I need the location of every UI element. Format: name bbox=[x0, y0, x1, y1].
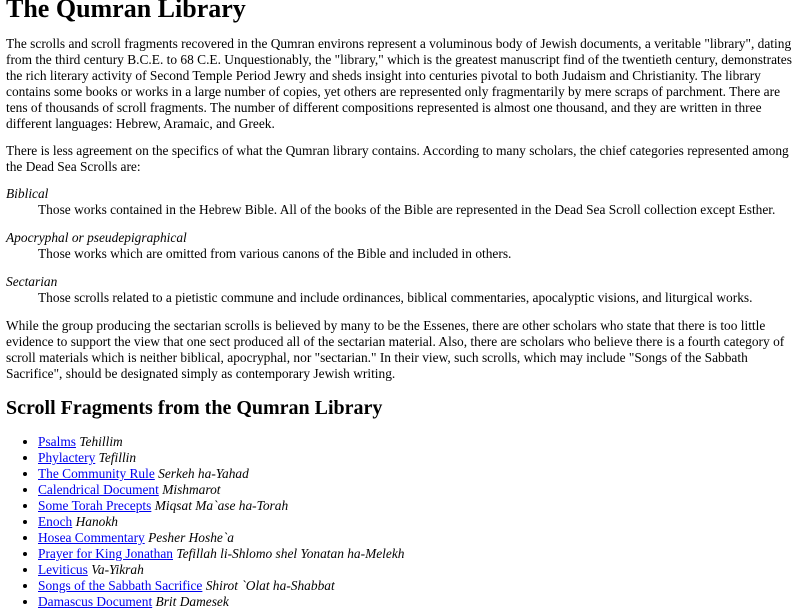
list-item bbox=[38, 434, 794, 450]
category-term-apocryphal: Apocryphal or pseudepigraphical bbox=[6, 230, 187, 245]
fragment-link-sabbath-songs[interactable]: Songs of the Sabbath Sacrifice bbox=[38, 578, 203, 593]
category-term-biblical: Biblical bbox=[6, 186, 49, 201]
category-definition-biblical: Those works contained in the Hebrew Bible. All of the books of the Bible are represented in the Dead Sea Scroll collection except Esther. bbox=[38, 202, 776, 217]
fragment-link-torah-precepts[interactable]: Some Torah Precepts bbox=[38, 498, 152, 513]
list-item bbox=[38, 466, 794, 482]
fragment-hebrew-name: Serkeh ha-Yahad bbox=[158, 466, 249, 481]
list-item bbox=[38, 514, 794, 530]
fragment-link-calendrical-document[interactable]: Calendrical Document bbox=[38, 482, 159, 497]
fragment-link-prayer-king-jonathan[interactable]: Prayer for King Jonathan bbox=[38, 546, 173, 561]
list-item bbox=[38, 450, 794, 466]
page-title: The Qumran Library bbox=[6, 0, 246, 23]
category-list bbox=[6, 186, 794, 306]
fragment-hebrew-name: Miqsat Ma`ase ha-Torah bbox=[154, 498, 289, 513]
agreement-paragraph: There is less agreement on the specifics of what the Qumran library contains. According to many scholars, the chief categories represented among the Dead Sea Scrolls are: bbox=[6, 143, 789, 174]
fragment-link-hosea-commentary[interactable]: Hosea Commentary bbox=[38, 530, 145, 545]
category-definition-apocryphal: Those works which are omitted from various canons of the Bible and included in others. bbox=[38, 246, 512, 261]
list-item bbox=[38, 562, 794, 578]
fragment-link-leviticus[interactable]: Leviticus bbox=[38, 562, 88, 577]
list-item bbox=[38, 578, 794, 594]
fragment-hebrew-name: Brit Damesek bbox=[155, 594, 229, 609]
list-item bbox=[38, 482, 794, 498]
fragment-link-phylactery[interactable]: Phylactery bbox=[38, 450, 96, 465]
fragment-hebrew-name: Tefillah li-Shlomo shel Yonatan ha-Melekh bbox=[176, 546, 405, 561]
category-definition-sectarian: Those scrolls related to a pietistic commune and include ordinances, biblical commentaries, apocalyptic visions, and liturgical works. bbox=[38, 290, 753, 305]
fragment-hebrew-name: Hanokh bbox=[75, 514, 118, 529]
fragment-link-enoch[interactable]: Enoch bbox=[38, 514, 73, 529]
fragments-heading: Scroll Fragments from the Qumran Library bbox=[6, 397, 383, 419]
fragments-list bbox=[6, 434, 794, 610]
category-term-sectarian: Sectarian bbox=[6, 274, 58, 289]
fragment-hebrew-name: Shirot `Olat ha-Shabbat bbox=[205, 578, 335, 593]
fragment-hebrew-name: Mishmarot bbox=[162, 482, 221, 497]
fragment-hebrew-name: Tefillin bbox=[98, 450, 137, 465]
list-item bbox=[38, 530, 794, 546]
sectarian-note-paragraph: While the group producing the sectarian scrolls is believed by many to be the Essenes, there are other scholars who state that there is too little evidence to support the view that one sect produced all of the sectarian material. Also, there are scholars who believe there is a fourth category of scroll materials which is neither biblical, apocryphal, nor "sectarian." In their view, such scrolls, which may include "Songs of the Sabbath Sacrifice", should be designated simply as contemporary Jewish writing. bbox=[6, 318, 785, 381]
fragment-link-damascus-document[interactable]: Damascus Document bbox=[38, 594, 153, 609]
fragment-link-psalms[interactable]: Psalms bbox=[38, 434, 76, 449]
fragment-hebrew-name: Pesher Hoshe`a bbox=[148, 530, 234, 545]
fragment-hebrew-name: Va-Yikrah bbox=[91, 562, 144, 577]
fragment-hebrew-name: Tehillim bbox=[79, 434, 123, 449]
fragment-link-community-rule[interactable]: The Community Rule bbox=[38, 466, 155, 481]
list-item bbox=[38, 546, 794, 562]
list-item bbox=[38, 498, 794, 514]
list-item bbox=[38, 594, 794, 610]
intro-paragraph: The scrolls and scroll fragments recovered in the Qumran environs represent a voluminous body of Jewish documents, a veritable "library", dating from the third century B.C.E. to 68 C.E. Unquestionably, the "library," which is the greatest manuscript find of the twentieth century, demonstrates the rich literary activity of Second Temple Period Jewry and sheds insight into centuries pivotal to both Judaism and Christianity. The library contains some books or works in a large number of copies, yet others are represented only fragmentarily by mere scraps of parchment. There are tens of thousands of scroll fragments. The number of different compositions represented is almost one thousand, and they are written in three different languages: Hebrew, Aramaic, and Greek. bbox=[6, 36, 792, 131]
